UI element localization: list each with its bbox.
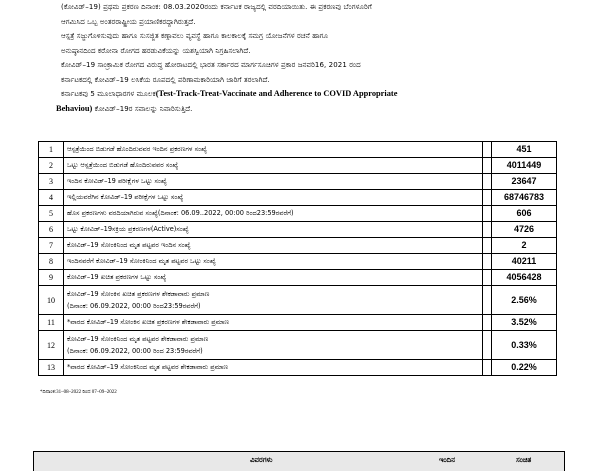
row-description (64, 174, 483, 190)
col-details-header: ವಿವರಗಳು (250, 456, 273, 464)
row-description-date: (ದಿನಾಂಕ: 06.09.2022, 00:00 ರಿಂದ23:59ರವರೆಗೆ) (67, 301, 201, 310)
intro-line: ಅನುಷ್ಠಾನದಿಂದ ಕರೋನಾ ರೋಗದ ಹರಡುವಿಕೆಯನ್ನು ಯಶಸ್ವಿಯಾಗಿ ನಿಗ್ರಹಿಸಲಾಗಿದೆ. (61, 46, 251, 55)
column-gap (483, 222, 492, 238)
intro-text (56, 0, 571, 116)
intro-line (61, 87, 571, 102)
row-number: 7 (39, 238, 64, 254)
column-gap (483, 286, 492, 315)
row-description (64, 286, 483, 315)
row-description-text: ಇಲ್ಲಿಯವರೆಗಿನ ಕೋವಿಡ್–19 ಪರೀಕ್ಷೆಗಳ ಒಟ್ಟು ಸಂಖ್ಯೆ (67, 193, 184, 201)
row-value: 68746783 (492, 190, 557, 206)
intro-text-kn: ಕೋವಿಡ್–19ರ ಸವಾಲನ್ನು ನಿವಾರಿಸುತ್ತಿದೆ. (94, 104, 193, 113)
column-gap (483, 315, 492, 331)
column-gap (483, 158, 492, 174)
row-description-text: ಇಂದಿನವರೆಗೆ ಕೋವಿಡ್–19 ಸೋಂಕಿನಿಂದ ಮೃತ ಪಟ್ಟವರ ಒಟ್ಟು ಸಂಖ್ಯೆ (67, 257, 216, 265)
row-description-text: ಒಟ್ಟು ಆಸ್ಪತ್ರೆಯಿಂದ ಬಿಡುಗಡೆ ಹೊಂದಿರುವವರ ಸಂಖ್ಯೆ (67, 161, 179, 169)
column-gap (483, 331, 492, 360)
row-description (64, 142, 483, 158)
row-number: 6 (39, 222, 64, 238)
row-description-text: ಹೊಸ ಪ್ರಕರಣಗಳು ವರದಿಯಾಗಿರುವ ಸಂಖ್ಯೆ(ದಿನಾಂಕ: 06.09..2022, 00:00 ರಿಂದ23:59ರವರೆಗೆ) (67, 209, 294, 217)
row-description (64, 238, 483, 254)
row-number: 1 (39, 142, 64, 158)
table-row (39, 238, 557, 254)
column-gap (483, 142, 492, 158)
row-number: 10 (39, 286, 64, 315)
row-number: 4 (39, 190, 64, 206)
row-description-text: ಒಟ್ಟು ಕೋವಿಡ್–19ಸಕ್ರಿಯ ಪ್ರಕರಣಗಳ(Active)ಸಂಖ್ಯೆ (67, 225, 189, 233)
intro-line (56, 102, 571, 117)
row-description (64, 254, 483, 270)
row-number: 12 (39, 331, 64, 360)
row-description (64, 190, 483, 206)
row-description (64, 315, 483, 331)
row-value: 23647 (492, 174, 557, 190)
row-value: 3.52% (492, 315, 557, 331)
table-row (39, 190, 557, 206)
row-number: 11 (39, 315, 64, 331)
row-description-text: *ವಾರದ ಕೋವಿಡ್–19 ಸೋಂಕಿನ ಖಚಿತ ಪ್ರಕರಣಗಳ ಶೇಕಡಾವಾರು ಪ್ರಮಾಣ (67, 318, 230, 326)
details-table-header (33, 451, 565, 471)
row-description-date: (ದಿನಾಂಕ: 06.09.2022, 00:00 ರಿಂದ 23:59ರವರೆಗೆ) (67, 346, 203, 355)
row-description (64, 222, 483, 238)
row-value: 606 (492, 206, 557, 222)
table-row (39, 286, 557, 315)
column-gap (483, 360, 492, 376)
table-row (39, 206, 557, 222)
row-number: 9 (39, 270, 64, 286)
row-description-text: ಆಸ್ಪತ್ರೆಯಿಂದ ಬಿಡುಗಡೆ ಹೊಂದಿರುವವರ ಇಂದಿನ ಪ್ರಕರಣಗಳ ಸಂಖ್ಯೆ (67, 145, 207, 153)
row-value: 40211 (492, 254, 557, 270)
footnote: *ದಿನಾಂಕ:31–08–2022 ರಿಂದ 07–09–2022 (40, 390, 117, 395)
table-row (39, 360, 557, 376)
row-value: 2.56% (492, 286, 557, 315)
column-gap (483, 270, 492, 286)
row-description-text: ಕೋವಿಡ್–19 ಖಚಿತ ಪ್ರಕರಣಗಳ ಒಟ್ಟು ಸಂಖ್ಯೆ (67, 273, 167, 281)
row-value: 0.33% (492, 331, 557, 360)
intro-text-en: (Test-Track-Treat-Vaccinate and Adherence to COVID Appropriate (155, 89, 398, 98)
row-value: 4056428 (492, 270, 557, 286)
row-number: 5 (39, 206, 64, 222)
table-row (39, 222, 557, 238)
row-description-text: ಇಂದಿನ ಕೋವಿಡ್–19 ಪರೀಕ್ಷೆಗಳ ಒಟ್ಟು ಸಂಖ್ಯೆ (67, 177, 167, 185)
table-row (39, 270, 557, 286)
table-row (39, 315, 557, 331)
col-today-header: ಇಂದಿನ (439, 456, 456, 464)
row-value: 2 (492, 238, 557, 254)
row-number: 8 (39, 254, 64, 270)
column-gap (483, 206, 492, 222)
row-description (64, 331, 483, 360)
table-row (39, 331, 557, 360)
intro-line: ಆಸ್ಪತ್ರೆ ಸಜ್ಜುಗೊಳಿಸುವುದು ಹಾಗೂ ಸುಸಜ್ಜಿತ ಕಣ್ಗಾವಲು ವ್ಯವಸ್ಥೆ ಹಾಗೂ ಕಾಲಕಾಲಕ್ಕೆ ಸಮಗ್ರ ಯೋಜನೆಗಳ ರಚನೆ ಹಾಗೂ (61, 32, 329, 40)
table-row (39, 254, 557, 270)
row-number: 13 (39, 360, 64, 376)
row-description-text: *ವಾರದ ಕೋವಿಡ್–19 ಸೋಂಕಿನಿಂದ ಮೃತ ಪಟ್ಟವರ ಶೇಕಡಾವಾರು ಪ್ರಮಾಣ (67, 363, 228, 371)
covid-stats-table (38, 141, 557, 376)
row-value: 0.22% (492, 360, 557, 376)
row-description-text: ಕೋವಿಡ್–19 ಸೋಂಕಿನಿಂದ ಮೃತ ಪಟ್ಟವರ ಇಂದಿನ ಸಂಖ್ಯೆ (67, 241, 191, 249)
row-value: 451 (492, 142, 557, 158)
column-gap (483, 238, 492, 254)
row-value: 4726 (492, 222, 557, 238)
row-value: 4011449 (492, 158, 557, 174)
column-gap (483, 254, 492, 270)
column-gap (483, 190, 492, 206)
intro-text-kn: ಕರ್ನಾಟಕವು 5 ಮೂಲಾಧಾರಗಳ ಮೂಲಕ (61, 90, 156, 98)
intro-line: ಕೋವಿಡ್–19 ಸಾಂಕ್ರಾಮಿಕ ರೋಗದ ವಿರುದ್ಧ ಹೋರಾಟದಲ್ಲಿ ಭಾರತ ಸರ್ಕಾರದ ಮಾರ್ಗಸೂಚಿಗಳ ಪ್ರಕಾರ ಜನವರಿ16, 2021 ರಂದ (61, 61, 361, 69)
table-row (39, 158, 557, 174)
row-description (64, 206, 483, 222)
intro-line: (ಕೋವಿಡ್–19) ಪ್ರಥಮ ಪ್ರಕರಣ ದಿನಾಂಕ: 08.03.2020ರಂದು ಕರ್ನಾಟಕ ರಾಜ್ಯದಲ್ಲಿ ವರದಿಯಾಯಿತು. ಈ ಪ್ರಕರಣವು ಬೆಂಗಳೂರಿಗೆ (61, 3, 372, 11)
row-description-text: ಕೋವಿಡ್–19 ಸೋಂಕಿನಿಂದ ಮೃತ ಪಟ್ಟವರ ಶೇಕಡಾವಾರು ಪ್ರಮಾಣ (67, 334, 209, 343)
intro-text-en: Behaviou) (56, 103, 93, 113)
intro-line: ಕರ್ನಾಟಕದಲ್ಲಿ ಕೋವಿಡ್–19 ಲಸಿಕೆಯ ರೂಪದಲ್ಲಿ ಪರಿಣಾಮಕಾರಿಯಾಗಿ ಜಾರಿಗೆ ತರಲಾಗಿದೆ. (61, 75, 270, 84)
column-gap (483, 174, 492, 190)
row-description-text: ಕೋವಿಡ್–19 ಸೋಂಕಿನ ಖಚಿತ ಪ್ರಕರಣಗಳ ಶೇಕಡಾವಾರು ಪ್ರಮಾಣ (67, 289, 210, 298)
row-description (64, 360, 483, 376)
row-number: 3 (39, 174, 64, 190)
col-total-header: ಸಂಚಿತ (516, 456, 532, 464)
row-description (64, 270, 483, 286)
table-row (39, 142, 557, 158)
row-description (64, 158, 483, 174)
table-row (39, 174, 557, 190)
intro-line: ಆಗಮಿಸಿದ ಒಬ್ಬ ಅಂತರರಾಷ್ಟ್ರೀಯ ಪ್ರಯಾಣಿಕರದ್ದಾಗಿರುತ್ತದೆ. (61, 17, 196, 26)
row-number: 2 (39, 158, 64, 174)
